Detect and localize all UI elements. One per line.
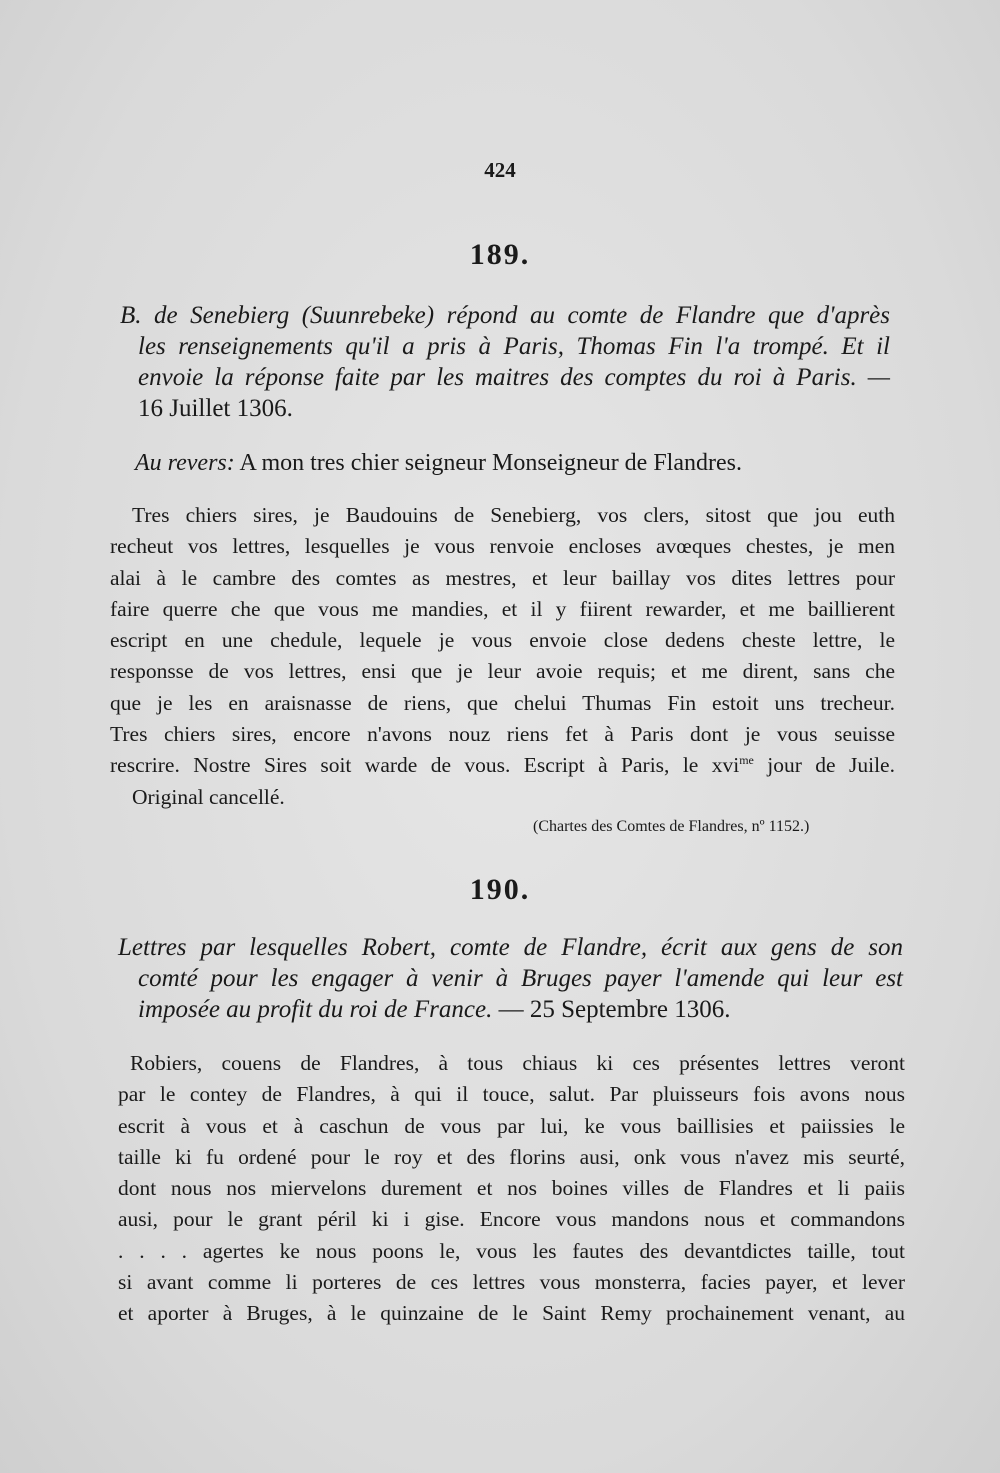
text-line-final bbox=[110, 750, 895, 781]
text-line: faire querre che que vous me mandies, et il y fiirent rewarder, et me baillierent bbox=[110, 596, 895, 621]
text-line: recheut vos lettres, lesquelles je vous renvoie encloses avœques chestes, je men bbox=[110, 534, 895, 559]
text-line: dont nous nos miervelons durement et nos boines villes de Flandres et li paiis bbox=[118, 1176, 905, 1201]
summary-date: — 25 Septembre 1306. bbox=[492, 996, 731, 1023]
document-number-190: 190. bbox=[469, 873, 531, 906]
text-fragment: rescrire. Nostre Sires soit warde de vous. Escript à Paris, le xvi bbox=[110, 753, 740, 778]
text-line: si avant comme li porteres de ces lettres vous monsterra, facies payer, et lever bbox=[118, 1270, 905, 1295]
text-line: ausi, pour le grant péril ki i gise. Encore vous mandons nous et commandons bbox=[118, 1207, 905, 1232]
letter-text-189 bbox=[110, 500, 895, 813]
summary-line: envoie la réponse faite par les maitres des comptes du roi à Paris. — bbox=[138, 364, 890, 391]
summary-line: les renseignements qu'il a pris à Paris, Thomas Fin l'a trompé. Et il bbox=[138, 333, 890, 360]
summary-date: 16 Juillet 1306. bbox=[138, 395, 293, 422]
verso-label: Au revers: bbox=[135, 450, 235, 476]
text-line: alai à le cambre des comtes as mestres, et leur baillay vos dites lettres pour bbox=[110, 565, 895, 590]
document-summary-189 bbox=[120, 300, 890, 424]
original-note: Original cancellé. bbox=[132, 784, 285, 809]
text-line: Tres chiers sires, je Baudouins de Senebierg, vos clers, sitost que jou euth bbox=[132, 503, 895, 527]
text-line: taille ki fu ordené pour le roy et des florins ausi, onk vous n'avez mis seurté, bbox=[118, 1144, 905, 1169]
text-line: et aporter à Bruges, à le quinzaine de le Saint Remy prochainement venant, au bbox=[118, 1301, 905, 1326]
document-number-189: 189. bbox=[469, 238, 531, 271]
verso-text: A mon tres chier seigneur Monseigneur de Flandres. bbox=[239, 450, 742, 476]
text-line: . . . . agertes ke nous poons le, vous les fautes des devantdictes taille, tout bbox=[118, 1238, 905, 1263]
summary-line-final bbox=[118, 994, 903, 1025]
text-fragment: jour de Juile. bbox=[753, 753, 895, 778]
verso-address bbox=[135, 450, 742, 477]
page-number: 424 bbox=[484, 158, 516, 182]
text-line: par le contey de Flandres, à qui il touce, salut. Par pluisseurs fois avons nous bbox=[118, 1082, 905, 1107]
text-line: Tres chiers sires, encore n'avons nouz riens fet à Paris dont je vous seuisse bbox=[110, 722, 895, 747]
superscript: me bbox=[739, 753, 754, 768]
source-citation: (Chartes des Comtes de Flandres, nº 1152.) bbox=[533, 818, 810, 835]
summary-text: imposée au profit du roi de France. bbox=[138, 996, 493, 1023]
text-line: responsse de vos lettres, ensi que je leur avoie requis; et me dirent, sans che bbox=[110, 659, 895, 684]
summary-line: Lettres par lesquelles Robert, comte de Flandre, écrit aux gens de son bbox=[118, 934, 903, 961]
summary-line: comté pour les engager à venir à Bruges payer l'amende qui leur est bbox=[138, 965, 903, 992]
text-line: escrit à vous et à caschun de vous par lui, ke vous baillisies et paiissies le bbox=[118, 1113, 905, 1138]
text-line: escript en une chedule, lequele je vous envoie close dedens cheste lettre, le bbox=[110, 628, 895, 653]
letter-text-190 bbox=[118, 1048, 905, 1330]
document-summary-190 bbox=[118, 932, 903, 1025]
summary-line: B. de Senebierg (Suunrebeke) répond au comte de Flandre que d'après bbox=[120, 302, 890, 329]
text-line: Robiers, couens de Flandres, à tous chiaus ki ces présentes lettres veront bbox=[130, 1051, 905, 1075]
text-line: que je les en araisnasse de riens, que chelui Thumas Fin estoit uns trecheur. bbox=[110, 690, 895, 715]
